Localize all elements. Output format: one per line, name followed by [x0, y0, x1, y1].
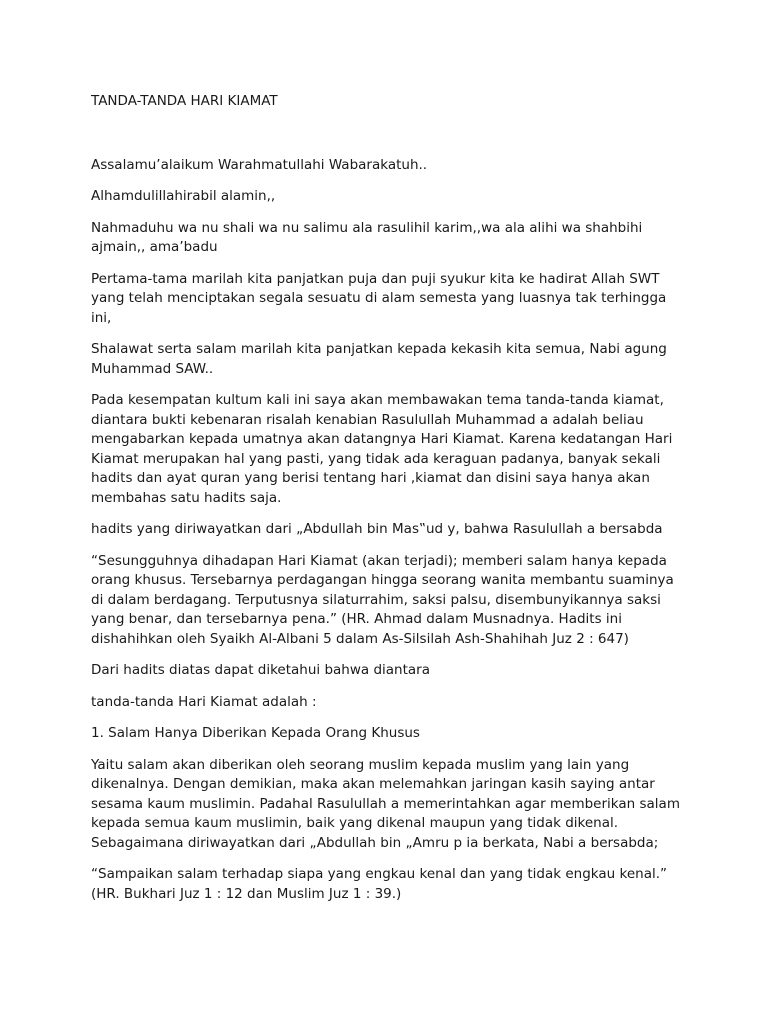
document-title: TANDA-TANDA HARI KIAMAT — [91, 93, 278, 109]
paragraph-greeting: Assalamu’alaikum Warahmatullahi Wabarakatuh.. — [91, 156, 428, 173]
paragraph-introduction: Pada kesempatan kultum kali ini saya akan membawakan tema tanda-tanda kiamat, diantara bukti kebenaran risalah kenabian Rasulullah Muhammad a adalah beliau mengabarkan kepada umatnya akan datangnya Hari Kiamat. Karena kedatangan Hari Kiamat merupakan hal yang pasti, yang tidak ada keraguan padanya, banyak sekali hadits dan ayat quran yang berisi tentang hari ,kiamat dan disini saya hanya akan membahas satu hadits saja. — [91, 392, 673, 506]
paragraph-signs-lead: tanda-tanda Hari Kiamat adalah : — [91, 693, 317, 710]
section-heading-1: 1. Salam Hanya Diberikan Kepada Orang Khusus — [91, 725, 420, 741]
paragraph-hamdalah: Alhamdulillahirabil alamin,, — [91, 188, 276, 204]
paragraph-hadith-intro: hadits yang diriwayatkan dari „Abdullah bin Mas‟ud y, bahwa Rasulullah a bersabda — [91, 521, 663, 537]
document-body — [91, 92, 686, 916]
paragraph-gratitude: Pertama-tama marilah kita panjatkan puja dan puji syukur kita ke hadirat Allah SWT yang telah menciptakan segala sesuatu di alam semesta yang luasnya tak terhingga ini, — [91, 270, 667, 326]
paragraph-opening-prayer: Nahmaduhu wa nu shali wa nu salimu ala rasulihil karim,,wa ala alihi wa shahbihi ajmain,, ama’badu — [91, 219, 643, 255]
paragraph-conclusion-lead: Dari hadits diatas dapat diketahui bahwa diantara — [91, 662, 431, 678]
paragraph-section-1-quote: “Sampaikan salam terhadap siapa yang engkau kenal dan yang tidak engkau kenal.” (HR. Bukhari Juz 1 : 12 dan Muslim Juz 1 : 39.) — [91, 866, 668, 902]
paragraph-hadith-quote: “Sesungguhnya dihadapan Hari Kiamat (akan terjadi); memberi salam hanya kepada orang khusus. Tersebarnya perdagangan hingga seorang wanita membantu suaminya di dalam berdagang. Terputusnya silaturrahim, saksi palsu, disembunyikannya saksi yang benar, dan tersebarnya pena.” (HR. Ahmad dalam Musnadnya. Hadits ini dishahihkan oleh Syaikh Al-Albani 5 dalam As-Silsilah Ash-Shahihah Juz 2 : 647) — [91, 552, 674, 647]
paragraph-section-1-body: Yaitu salam akan diberikan oleh seorang muslim kepada muslim yang lain yang dikenalnya. Dengan demikian, maka akan melemahkan jaringan kasih saying antar sesama kaum muslimin. Padahal Rasulullah a memerintahkan agar memberikan salam kepada semua kaum muslimin, baik yang dikenal maupun yang tidak dikenal. Sebagaimana diriwayatkan dari „Abdullah bin „Amru p ia berkata, Nabi a bersabda; — [91, 756, 680, 851]
paragraph-shalawat: Shalawat serta salam marilah kita panjatkan kepada kekasih kita semua, Nabi agung Muhammad SAW.. — [91, 341, 667, 377]
